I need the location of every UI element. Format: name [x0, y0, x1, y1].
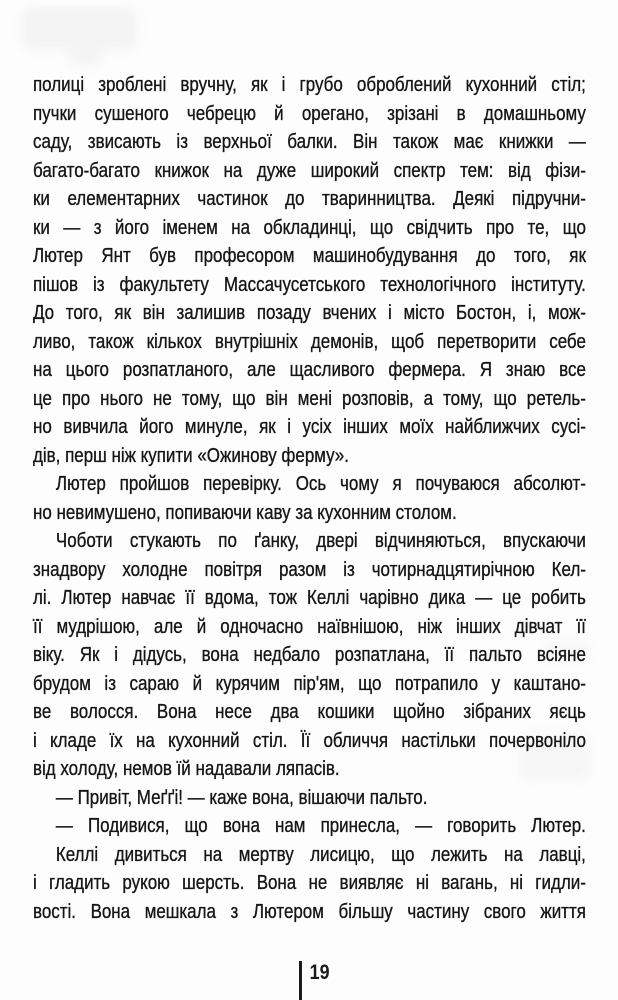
page-number: 19	[309, 961, 330, 984]
text-line: багато-багато книжок на дуже широкий спектр тем: від фізи-	[33, 159, 586, 182]
text-line: це про нього не тому, що він мені розповів, а тому, що ретель-	[33, 387, 586, 410]
text-line: саду, звисають із верхньої балки. Він також має книжки —	[33, 131, 586, 153]
text-line: полиці зроблені вручну, як і грубо оброблений кухонний стіл;	[33, 74, 586, 96]
text-line: ве волосся. Вона несе два кошики щойно зібраних яєць	[33, 701, 586, 723]
text-line: — Привіт, Меґґі! — каже вона, вішаючи пальто.	[55, 786, 428, 809]
text-line: — Подивися, що вона нам принесла, — говорить Лютер.	[55, 815, 586, 837]
page-footer	[299, 961, 334, 1000]
text-line: лі. Лютер навчає її вдома, тож Келлі чарівно дика — це робить	[33, 587, 586, 609]
text-line: До того, як він залишив позаду вчених і місто Бостон, і, мож-	[33, 302, 586, 324]
text-line: і кладе їх на кухонний стіл. Її обличчя настільки почервоніло	[33, 729, 586, 752]
text-line: віку. Як і дідусь, вона недбало розпатлана, її пальто всіяне	[33, 644, 586, 666]
text-line: дів, перш ніж купити «Ожинову ферму».	[33, 444, 349, 467]
text-line: но вивчила його минуле, як і усіх інших моїх найближчих сусі-	[33, 416, 586, 438]
text-line: Лютер Янт був професором машинобудування до того, як	[33, 245, 586, 267]
text-line: брудом із сараю й курячим пір'ям, що потрапило у каштано-	[33, 672, 586, 695]
text-line: пучки сушеного чебрецю й орегано, зрізані в домашньому	[33, 102, 586, 125]
text-line: від холоду, немов їй надавали ляпасів.	[33, 758, 340, 780]
text-line: пішов із факультету Массачусетського технологічного інституту.	[33, 273, 586, 296]
text-line: знадвору холодне повітря разом із чотирнадцятирічною Кел-	[33, 558, 586, 581]
text-line: ливо, також кількох внутрішніх демонів, щоб перетворити себе	[33, 330, 586, 353]
text-line: ки — з його іменем на обкладинці, що свідчить про те, що	[33, 216, 586, 239]
text-line: і гладить рукою шерсть. Вона не виявляє ні вагань, ні гидли-	[33, 872, 586, 894]
text-line: на цього розпатланого, але щасливого фермера. Я знаю все	[33, 359, 586, 381]
text-line: її мудрішою, але й одночасно наївнішою, ніж інших дівчат її	[33, 615, 586, 638]
text-line: Лютер пройшов перевірку. Ось чому я почуваюся абсолют-	[55, 473, 586, 495]
text-line: Чоботи стукають по ґанку, двері відчиняються, впускаючи	[55, 530, 586, 552]
text-line: ки елементарних частинок до тваринництва. Деякі підручни-	[33, 188, 586, 210]
scan-artifact	[68, 50, 102, 66]
text-line: вості. Вона мешкала з Лютером більшу частину свого життя	[33, 900, 586, 923]
text-line: но невимушено, попиваючи каву за кухонним столом.	[33, 501, 457, 524]
text-line: Келлі дивиться на мертву лисицю, що лежить на лавці,	[55, 843, 586, 866]
scan-artifact	[22, 8, 137, 50]
page-text	[33, 71, 586, 926]
